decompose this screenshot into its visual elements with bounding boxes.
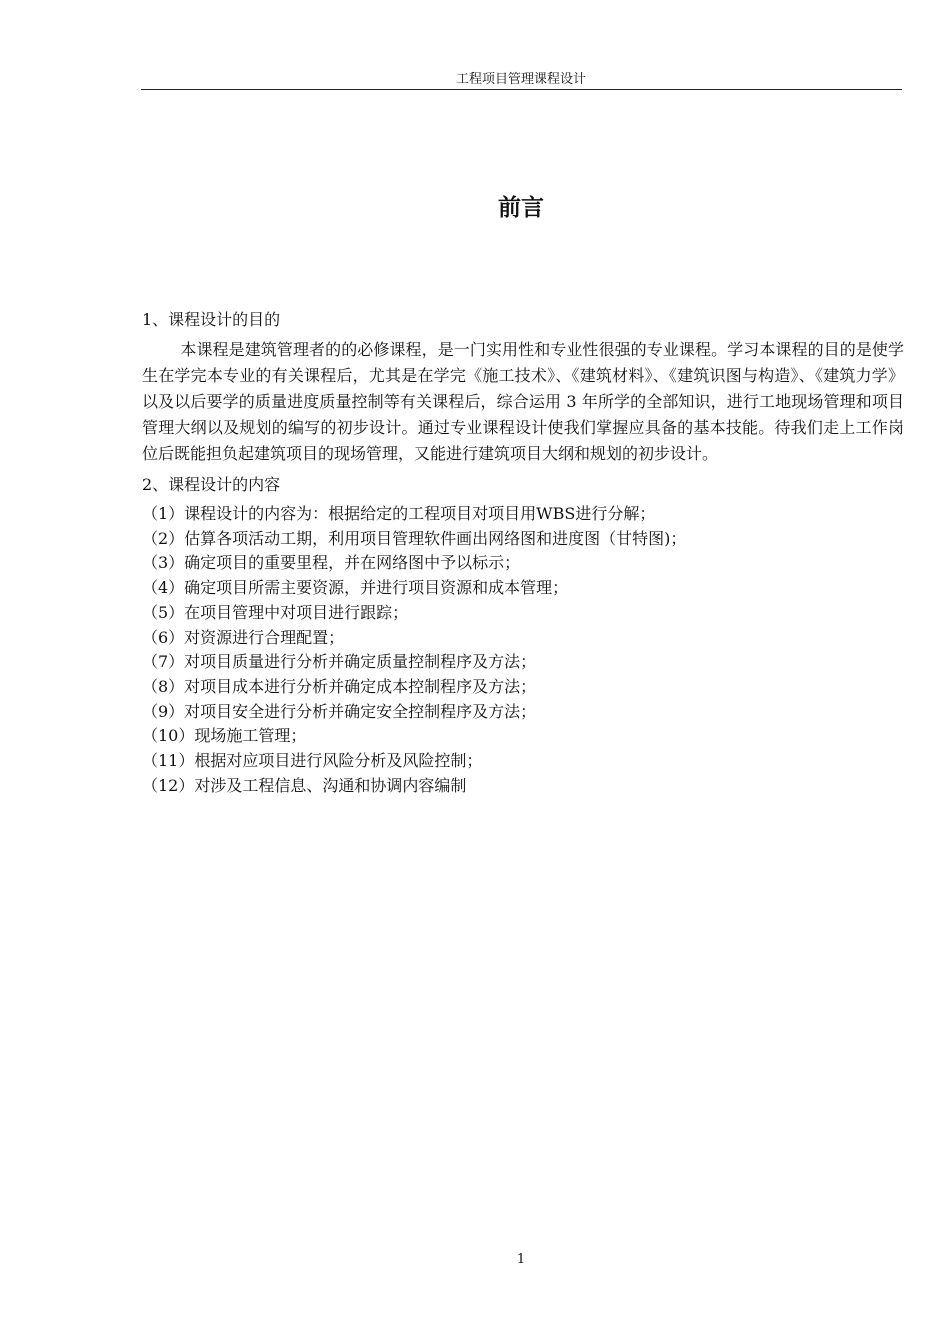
document-body <box>142 307 904 798</box>
page-header: 工程项目管理课程设计 <box>455 72 586 87</box>
section-heading-purpose: 1、课程设计的目的 <box>142 310 281 329</box>
list-item: （5）在项目管理中对项目进行跟踪； <box>142 602 409 622</box>
list-item: （7）对项目质量进行分析并确定质量控制程序及方法； <box>142 652 537 672</box>
content-item-list <box>142 502 904 798</box>
list-item: （12）对涉及工程信息、沟通和协调内容编制 <box>142 775 467 795</box>
page-title: 前言 <box>498 195 544 221</box>
list-item: （6）对资源进行合理配置； <box>142 627 345 647</box>
list-item: （9）对项目安全进行分析并确定安全控制程序及方法； <box>142 701 537 721</box>
section-heading-content: 2、课程设计的内容 <box>142 475 281 494</box>
page-number: 1 <box>516 1252 526 1267</box>
list-item: （10）现场施工管理； <box>142 726 307 746</box>
list-item: （4）确定项目所需主要资源，并进行项目资源和成本管理； <box>142 578 569 598</box>
list-item: （2）估算各项活动工期，利用项目管理软件画出网络图和进度图（甘特图)； <box>142 528 687 548</box>
header-divider <box>141 89 902 90</box>
list-item: （3）确定项目的重要里程，并在网络图中予以标示； <box>142 553 521 573</box>
section-paragraph-purpose: 本课程是建筑管理者的的必修课程，是一门实用性和专业性很强的专业课程。学习本课程的目的是使学生在学完本专业的有关课程后，尤其是在学完《施工技术》、《建筑材料》、《建筑识图与构造》、《建筑力学》以及以后要学的质量进度质量控制等有关课程后，综合运用 3 年所学的全部知识，进行工地现场管理和项目管理大纲以及规划的编写的初步设计。通过专业课程设计使我们掌握应具备的基本技能。待我们走上工作岗位后既能担负起建筑项目的现场管理，又能进行建筑项目大纲和规划的初步设计。 <box>142 340 904 463</box>
list-item: （8）对项目成本进行分析并确定成本控制程序及方法； <box>142 676 537 696</box>
list-item: （11）根据对应项目进行风险分析及风险控制； <box>142 751 483 771</box>
list-item: （1）课程设计的内容为：根据给定的工程项目对项目用WBS进行分解； <box>142 504 656 523</box>
